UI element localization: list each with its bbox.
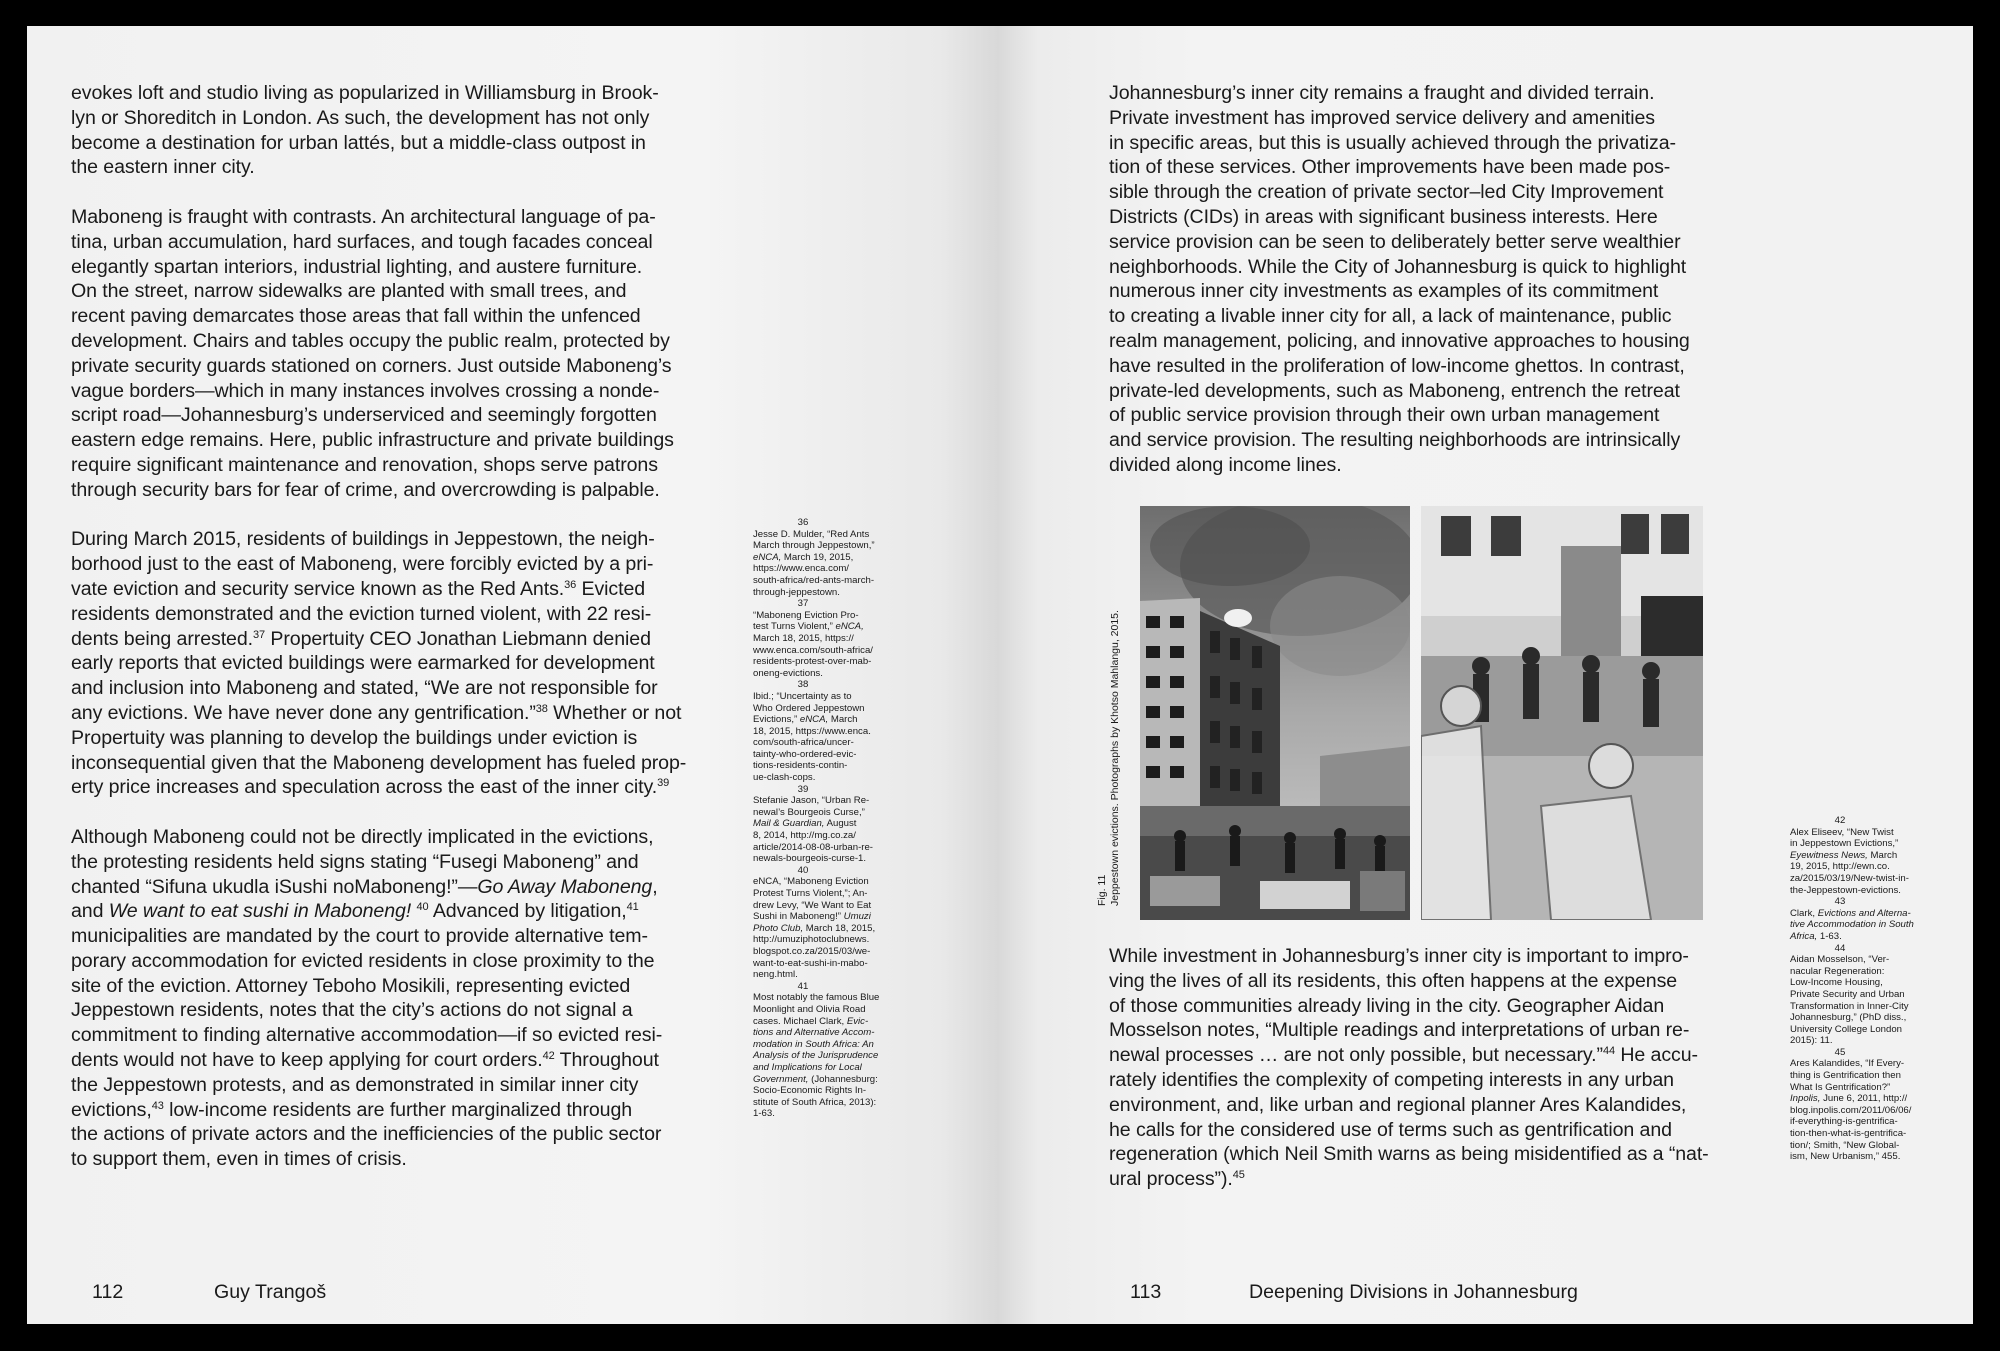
text-line: elegantly spartan interiors, industrial lighting, and austere furniture. bbox=[71, 255, 643, 278]
right-page bbox=[999, 26, 1973, 1324]
text-line: evictions,$^{43}$ low-income residents are further marginalized through bbox=[71, 1098, 633, 1121]
footnote-line: the-Jeppestown-evictions. bbox=[1790, 884, 1901, 896]
footnote-number: 43 bbox=[1834, 896, 1846, 908]
text-line: lyn or Shoreditch in London. As such, the development has not only bbox=[71, 106, 650, 129]
footnote-line: tion-then-what-is-gentrifica- bbox=[1790, 1128, 1907, 1140]
burning-building-illustration bbox=[1140, 506, 1410, 920]
footnote-40 bbox=[753, 865, 903, 981]
footnote-42 bbox=[1790, 815, 1935, 896]
text-line: numerous inner city investments as examples of its commitment bbox=[1109, 280, 1659, 303]
footnote-line: 18, 2015, https://www.enca. bbox=[753, 725, 871, 737]
text-line: to support them, even in times of crisis. bbox=[71, 1148, 407, 1171]
footnote-line: eNCA, “Maboneng Eviction bbox=[753, 876, 869, 888]
text-line: borhood just to the east of Maboneng, were forcibly evicted by a pri- bbox=[71, 553, 654, 576]
footnote-line: tive Accommodation in South bbox=[1790, 919, 1914, 931]
text-line: the actions of private actors and the inefficiencies of the public sector bbox=[71, 1123, 662, 1146]
text-line: eastern edge remains. Here, public infrastructure and private buildings bbox=[71, 429, 674, 452]
footnote-line: March through Jeppestown,” bbox=[753, 540, 875, 552]
text-line: any evictions. We have never done any gentrification.”$^{38}$ Whether or not bbox=[71, 701, 682, 724]
text-line: residents demonstrated and the eviction turned violent, with 22 resi- bbox=[71, 602, 652, 625]
text-line: inconsequential given that the Maboneng development has fueled prop- bbox=[71, 751, 687, 774]
right-top-paragraph-1 bbox=[1109, 81, 1829, 478]
text-line: dents would not have to keep applying for court orders.$^{42}$ Throughout bbox=[71, 1049, 659, 1072]
footnote-line: newals-bourgeois-curse-1. bbox=[753, 853, 867, 865]
footnote-line: Mail & Guardian, August bbox=[753, 818, 857, 830]
footnote-line: http://umuziphotoclubnews. bbox=[753, 934, 870, 946]
figure-label: Fig. 11 bbox=[1096, 874, 1108, 906]
footnote-39 bbox=[753, 784, 903, 865]
footnote-line: 1-63. bbox=[753, 1108, 775, 1120]
text-line: ural process”).$^{45}$ bbox=[1109, 1168, 1245, 1191]
footnote-43 bbox=[1790, 896, 1935, 942]
footnote-line: 2015): 11. bbox=[1790, 1035, 1833, 1047]
footnote-number: 40 bbox=[797, 864, 809, 876]
footnote-line: if-everything-is-gentrifica- bbox=[1790, 1116, 1898, 1128]
footnote-line: https://www.enca.com/ bbox=[753, 563, 849, 575]
text-line: service provision can be seen to deliberately better serve wealthier bbox=[1109, 230, 1681, 253]
text-line: tion of these services. Other improvements have been made pos- bbox=[1109, 156, 1671, 179]
footnote-number: 42 bbox=[1834, 815, 1846, 826]
footnote-number: 39 bbox=[797, 783, 809, 795]
left-body-text bbox=[71, 81, 771, 1197]
text-line: of public service provision through their own urban management bbox=[1109, 404, 1660, 427]
text-line: commitment to finding alternative accommodation—if so evicted resi- bbox=[71, 1024, 663, 1047]
footnote-number: 41 bbox=[797, 980, 809, 992]
footnote-36 bbox=[753, 517, 903, 598]
text-line: neighborhoods. While the City of Johannesburg is quick to highlight bbox=[1109, 255, 1687, 278]
left-page bbox=[27, 26, 999, 1324]
footnote-line: tion/; Smith, “New Global- bbox=[1790, 1139, 1900, 1151]
text-line: Mosselson notes, “Multiple readings and interpretations of urban re- bbox=[1109, 1019, 1690, 1042]
text-line: the eastern inner city. bbox=[71, 156, 255, 179]
footnote-line: and Implications for Local bbox=[753, 1061, 862, 1073]
right-body-text-bottom bbox=[1109, 944, 1829, 1217]
footnote-line: blog.inpolis.com/2011/06/06/ bbox=[1790, 1104, 1912, 1116]
footnote-number: 37 bbox=[797, 598, 809, 610]
footnote-line: Analysis of the Jurisprudence bbox=[753, 1050, 879, 1062]
text-line: private-led developments, such as Maboneng, entrench the retreat bbox=[1109, 379, 1680, 402]
footnote-line: 8, 2014, http://mg.co.za/ bbox=[753, 830, 856, 842]
text-line: newal processes … are not only possible, but necessary.”$^{44}$ He accu- bbox=[1109, 1044, 1698, 1067]
right-body-text-top bbox=[1109, 81, 1829, 503]
footnote-line: Moonlight and Olivia Road bbox=[753, 1003, 866, 1015]
footnote-line: Africa, 1-63. bbox=[1790, 930, 1842, 942]
text-line: recent paving demarcates those areas that fall within the unfenced bbox=[71, 305, 641, 328]
footnote-line: University College London bbox=[1790, 1023, 1902, 1035]
footnote-line: blogspot.co.za/2015/03/we- bbox=[753, 945, 871, 957]
footnote-line: neng.html. bbox=[753, 969, 798, 981]
footnote-line: in Jeppestown Evictions,” bbox=[1790, 838, 1899, 850]
footnote-line: Inpolis, June 6, 2011, http:// bbox=[1790, 1093, 1908, 1105]
footnote-line: Johannesburg,” (PhD diss., bbox=[1790, 1012, 1907, 1024]
text-line: erty price increases and speculation across the east of the inner city.$^{39}$ bbox=[71, 776, 670, 799]
footnote-line: residents-protest-over-mab- bbox=[753, 656, 872, 668]
text-line: through security bars for fear of crime, and overcrowding is palpable. bbox=[71, 478, 660, 501]
footnote-line: article/2014-08-08-urban-re- bbox=[753, 841, 873, 853]
text-line: tina, urban accumulation, hard surfaces, and tough facades conceal bbox=[71, 230, 653, 253]
footnote-line: Ibid.; “Uncertainty as to bbox=[753, 690, 852, 702]
footnote-line: Aidan Mosselson, “Ver- bbox=[1790, 954, 1890, 966]
text-line: Districts (CIDs) in areas with significant business interests. Here bbox=[1109, 205, 1658, 228]
footnote-line: Stefanie Jason, “Urban Re- bbox=[753, 795, 870, 807]
footnote-line: test Turns Violent,” eNCA, bbox=[753, 621, 864, 633]
text-line: Maboneng is fraught with contrasts. An architectural language of pa- bbox=[71, 205, 656, 228]
text-line: site of the eviction. Attorney Teboho Mosikili, representing evicted bbox=[71, 974, 631, 997]
footnote-line: Alex Eliseev, “New Twist bbox=[1790, 826, 1894, 838]
text-line: vague borders—which in many instances involves crossing a nonde- bbox=[71, 379, 660, 402]
left-paragraph-1 bbox=[71, 81, 771, 180]
text-line: While investment in Johannesburg’s inner city is important to impro- bbox=[1109, 945, 1689, 967]
text-line: municipalities are mandated by the court to provide alternative tem- bbox=[71, 925, 648, 948]
text-line: Johannesburg’s inner city remains a fraught and divided terrain. bbox=[1109, 82, 1655, 104]
text-line: ving the lives of all its residents, this often happens at the expense bbox=[1109, 969, 1678, 992]
footnote-number: 36 bbox=[797, 517, 809, 528]
footnote-line: Clark, Evictions and Alterna- bbox=[1790, 907, 1911, 919]
footnote-line: stitute of South Africa, 2013): bbox=[753, 1096, 877, 1108]
footnote-line: drew Levy, “We Want to Eat bbox=[753, 899, 872, 911]
text-line: to creating a livable inner city for all, a lack of maintenance, public bbox=[1109, 305, 1672, 328]
text-line: divided along income lines. bbox=[1109, 453, 1342, 476]
text-line: On the street, narrow sidewalks are planted with small trees, and bbox=[71, 280, 627, 303]
footnote-line: tions-residents-contin- bbox=[753, 760, 848, 772]
text-line: porary accommodation for evicted residents in close proximity to the bbox=[71, 949, 655, 972]
text-line: require significant maintenance and renovation, shops serve patrons bbox=[71, 453, 658, 476]
text-line: and service provision. The resulting neighborhoods are intrinsically bbox=[1109, 429, 1681, 452]
footnote-41 bbox=[753, 981, 903, 1120]
footnote-line: Most notably the famous Blue bbox=[753, 992, 880, 1004]
text-line: vate eviction and security service known as the Red Ants.$^{36}$ Evicted bbox=[71, 577, 646, 600]
left-footnotes bbox=[753, 517, 903, 1120]
riot-police-illustration bbox=[1421, 506, 1703, 920]
figure-caption bbox=[1096, 610, 1122, 906]
footnote-line: Ares Kalandides, “If Every- bbox=[1790, 1058, 1905, 1070]
text-line: in specific areas, but this is usually achieved through the privatiza- bbox=[1109, 131, 1676, 154]
footnote-line: modation in South Africa: An bbox=[753, 1038, 874, 1050]
text-line: development. Chairs and tables occupy the public realm, protected by bbox=[71, 329, 670, 352]
footnote-line: Transformation in Inner-City bbox=[1790, 1000, 1909, 1012]
figure-caption-text: Jeppestown evictions. Photographs by Khotso Mahlangu, 2015. bbox=[1109, 610, 1121, 906]
text-line: Although Maboneng could not be directly implicated in the evictions, bbox=[71, 825, 654, 848]
left-paragraph-2 bbox=[71, 205, 771, 503]
text-line: of those communities already living in the city. Geographer Aidan bbox=[1109, 994, 1665, 1017]
left-paragraph-4 bbox=[71, 825, 771, 1172]
footnote-line: Eyewitness News, March bbox=[1790, 849, 1898, 861]
right-footnotes bbox=[1790, 815, 1935, 1163]
footnote-line: Who Ordered Jeppestown bbox=[753, 702, 865, 714]
text-line: have resulted in the proliferation of low-income ghettos. In contrast, bbox=[1109, 354, 1685, 377]
footnote-line: newal’s Bourgeois Curse,” bbox=[753, 806, 865, 818]
text-line: script road—Johannesburg’s underserviced and seemingly forgotten bbox=[71, 404, 657, 427]
text-line: Jeppestown residents, notes that the city’s actions do not signal a bbox=[71, 999, 633, 1022]
text-line: early reports that evicted buildings were earmarked for development bbox=[71, 652, 655, 675]
text-line: become a destination for urban lattés, but a middle-class outpost in bbox=[71, 131, 646, 154]
right-bottom-paragraph-1 bbox=[1109, 944, 1829, 1192]
footnote-line: Photo Club, March 18, 2015, bbox=[753, 922, 876, 934]
author-name: Guy Trangoš bbox=[214, 1281, 327, 1303]
photo-riot-police bbox=[1421, 506, 1703, 920]
footnote-line: Government, (Johannesburg: bbox=[753, 1073, 878, 1085]
footnote-line: www.enca.com/south-africa/ bbox=[753, 644, 873, 656]
page-number-right: 113 bbox=[1130, 1281, 1162, 1303]
text-line: evokes loft and studio living as popularized in Williamsburg in Brook- bbox=[71, 82, 659, 104]
text-line: realm management, policing, and innovative approaches to housing bbox=[1109, 329, 1690, 352]
footnote-line: March 18, 2015, https:// bbox=[753, 632, 854, 644]
text-line: sible through the creation of private sector–led City Improvement bbox=[1109, 181, 1664, 204]
footnote-line: Low-Income Housing, bbox=[1790, 977, 1883, 989]
footnote-number: 45 bbox=[1834, 1046, 1846, 1058]
text-line: and inclusion into Maboneng and stated, “We are not responsible for bbox=[71, 677, 658, 700]
footnote-line: Socio-Economic Rights In- bbox=[753, 1085, 867, 1097]
text-line: Private investment has improved service delivery and amenities bbox=[1109, 106, 1655, 129]
footnote-line: cases. Michael Clark, Evic- bbox=[753, 1015, 869, 1027]
text-line: rately identifies the complexity of competing interests in any urban bbox=[1109, 1068, 1674, 1091]
page-number-left: 112 bbox=[92, 1281, 124, 1303]
text-line: Propertuity was planning to develop the buildings under eviction is bbox=[71, 726, 638, 749]
footnote-line: thing is Gentrification then bbox=[1790, 1070, 1901, 1082]
footnote-line: Private Security and Urban bbox=[1790, 988, 1905, 1000]
text-line: environment, and, like urban and regional planner Ares Kalandides, bbox=[1109, 1093, 1687, 1116]
footnote-line: “Maboneng Eviction Pro- bbox=[753, 609, 859, 621]
footnote-line: oneng-evictions. bbox=[753, 667, 823, 679]
footnote-line: 19, 2015, http://ewn.co. bbox=[1790, 861, 1890, 873]
text-line: dents being arrested.$^{37}$ Propertuity CEO Jonathan Liebmann denied bbox=[71, 627, 651, 650]
text-line: the Jeppestown protests, and as demonstrated in similar inner city bbox=[71, 1073, 639, 1096]
left-paragraph-3 bbox=[71, 527, 771, 800]
footnote-line: Evictions,” eNCA, March bbox=[753, 714, 858, 726]
footnote-line: ue-clash-cops. bbox=[753, 772, 816, 784]
footnote-line: What Is Gentrification?” bbox=[1790, 1081, 1891, 1093]
footnote-number: 44 bbox=[1834, 942, 1846, 954]
footnote-number: 38 bbox=[797, 679, 809, 691]
footnote-line: tainty-who-ordered-evic- bbox=[753, 748, 857, 760]
text-line: During March 2015, residents of buildings in Jeppestown, the neigh- bbox=[71, 528, 655, 551]
footnote-line: want-to-eat-sushi-in-mabo- bbox=[753, 957, 868, 969]
footnote-38 bbox=[753, 679, 903, 783]
text-line: regeneration (which Neil Smith warns as being misidentified as a “nat- bbox=[1109, 1143, 1709, 1166]
text-line: chanted “Sifuna ukudla iSushi noMaboneng!”—Go Away Maboneng, bbox=[71, 875, 658, 898]
footnote-45 bbox=[1790, 1047, 1935, 1163]
footnote-line: Protest Turns Violent,”; An- bbox=[753, 888, 868, 899]
footnote-line: ism, New Urbanism,” 455. bbox=[1790, 1151, 1901, 1163]
photo-burning-building bbox=[1140, 506, 1410, 920]
footnote-line: za/2015/03/19/New-twist-in- bbox=[1790, 872, 1909, 884]
footnote-line: com/south-africa/uncer- bbox=[753, 737, 854, 749]
footnote-line: tions and Alternative Accom- bbox=[753, 1027, 875, 1039]
chapter-title: Deepening Divisions in Johannesburg bbox=[1249, 1281, 1578, 1303]
text-line: private security guards stationed on corners. Just outside Maboneng’s bbox=[71, 354, 672, 377]
footnote-line: Sushi in Maboneng!” Umuzi bbox=[753, 911, 871, 923]
footnote-line: through-jeppestown. bbox=[753, 586, 840, 598]
footnote-line: eNCA, March 19, 2015, bbox=[753, 551, 854, 563]
footnote-37 bbox=[753, 598, 903, 679]
footnote-line: nacular Regeneration: bbox=[1790, 965, 1885, 977]
text-line: the protesting residents held signs stating “Fusegi Maboneng” and bbox=[71, 850, 639, 873]
text-line: he calls for the considered use of terms such as gentrification and bbox=[1109, 1118, 1672, 1141]
footnote-44 bbox=[1790, 943, 1935, 1047]
footnote-line: Jesse D. Mulder, “Red Ants bbox=[753, 528, 870, 540]
footnote-line: south-africa/red-ants-march- bbox=[753, 574, 875, 586]
text-line: and We want to eat sushi in Maboneng! $^{40}$ Advanced by litigation,$^{41}$ bbox=[71, 900, 639, 923]
